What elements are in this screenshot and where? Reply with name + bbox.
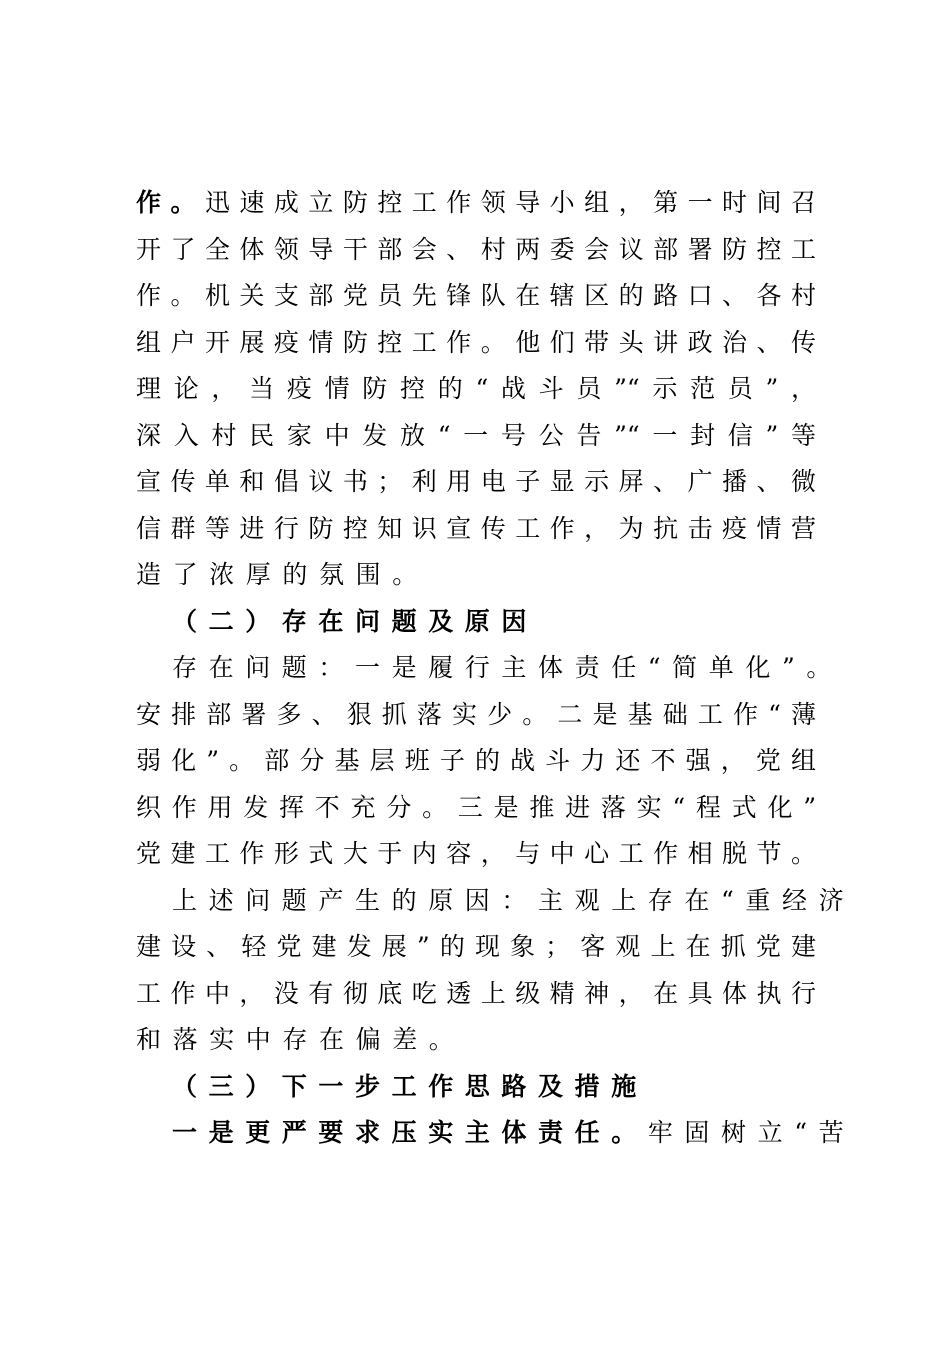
causes-line: 建设、轻党建发展”的现象；客观上在抓党建 <box>136 932 816 961</box>
line-text: 迅速成立防控工作领导小组，第一时间召 <box>204 188 816 217</box>
section-heading-3: （三）下一步工作思路及措施 <box>172 1071 648 1101</box>
bold-lead: 作。 <box>136 188 205 217</box>
document-page <box>136 180 856 1157</box>
problems-line: 安排部署多、狠抓落实少。二是基础工作“薄 <box>136 699 816 729</box>
problems-line: 织作用发挥不充分。三是推进落实“程式化” <box>136 792 816 822</box>
body-line <box>136 180 816 227</box>
causes-line: 和落实中存在偏差。 <box>136 1025 466 1054</box>
body-line: 造了浓厚的氛围。 <box>136 560 429 589</box>
body-line: 信群等进行防控知识宣传工作，为抗击疫情营 <box>136 513 816 543</box>
measure-line <box>136 1110 856 1157</box>
causes-line: 工作中，没有彻底吃透上级精神，在具体执行 <box>136 978 816 1008</box>
problems-line: 党建工作形式大于内容，与中心工作相脱节。 <box>136 839 816 868</box>
measure-text: 牢固树立“苦 <box>647 1118 856 1147</box>
measure-lead: 一是更严要求压实主体责任。 <box>172 1118 648 1147</box>
body-line: 宣传单和倡议书；利用电子显示屏、广播、微 <box>136 467 816 496</box>
problems-line: 弱化”。部分基层班子的战斗力还不强，党组 <box>136 746 816 775</box>
body-line: 开了全体领导干部会、村两委会议部署防控工 <box>136 234 816 264</box>
body-line: 深入村民家中发放“一号公告”“一封信”等 <box>136 420 816 450</box>
section-heading-2: （二）存在问题及原因 <box>172 606 539 636</box>
body-line: 组户开展疫情防控工作。他们带头讲政治、传 <box>136 327 816 357</box>
problems-line: 存在问题：一是履行主体责任“简单化”。 <box>172 653 843 682</box>
body-line: 作。机关支部党员先锋队在辖区的路口、各村 <box>136 281 816 310</box>
body-line: 理论，当疫情防控的“战斗员”“示范员”， <box>136 374 816 403</box>
causes-line: 上述问题产生的原因：主观上存在“重经济 <box>172 885 856 915</box>
